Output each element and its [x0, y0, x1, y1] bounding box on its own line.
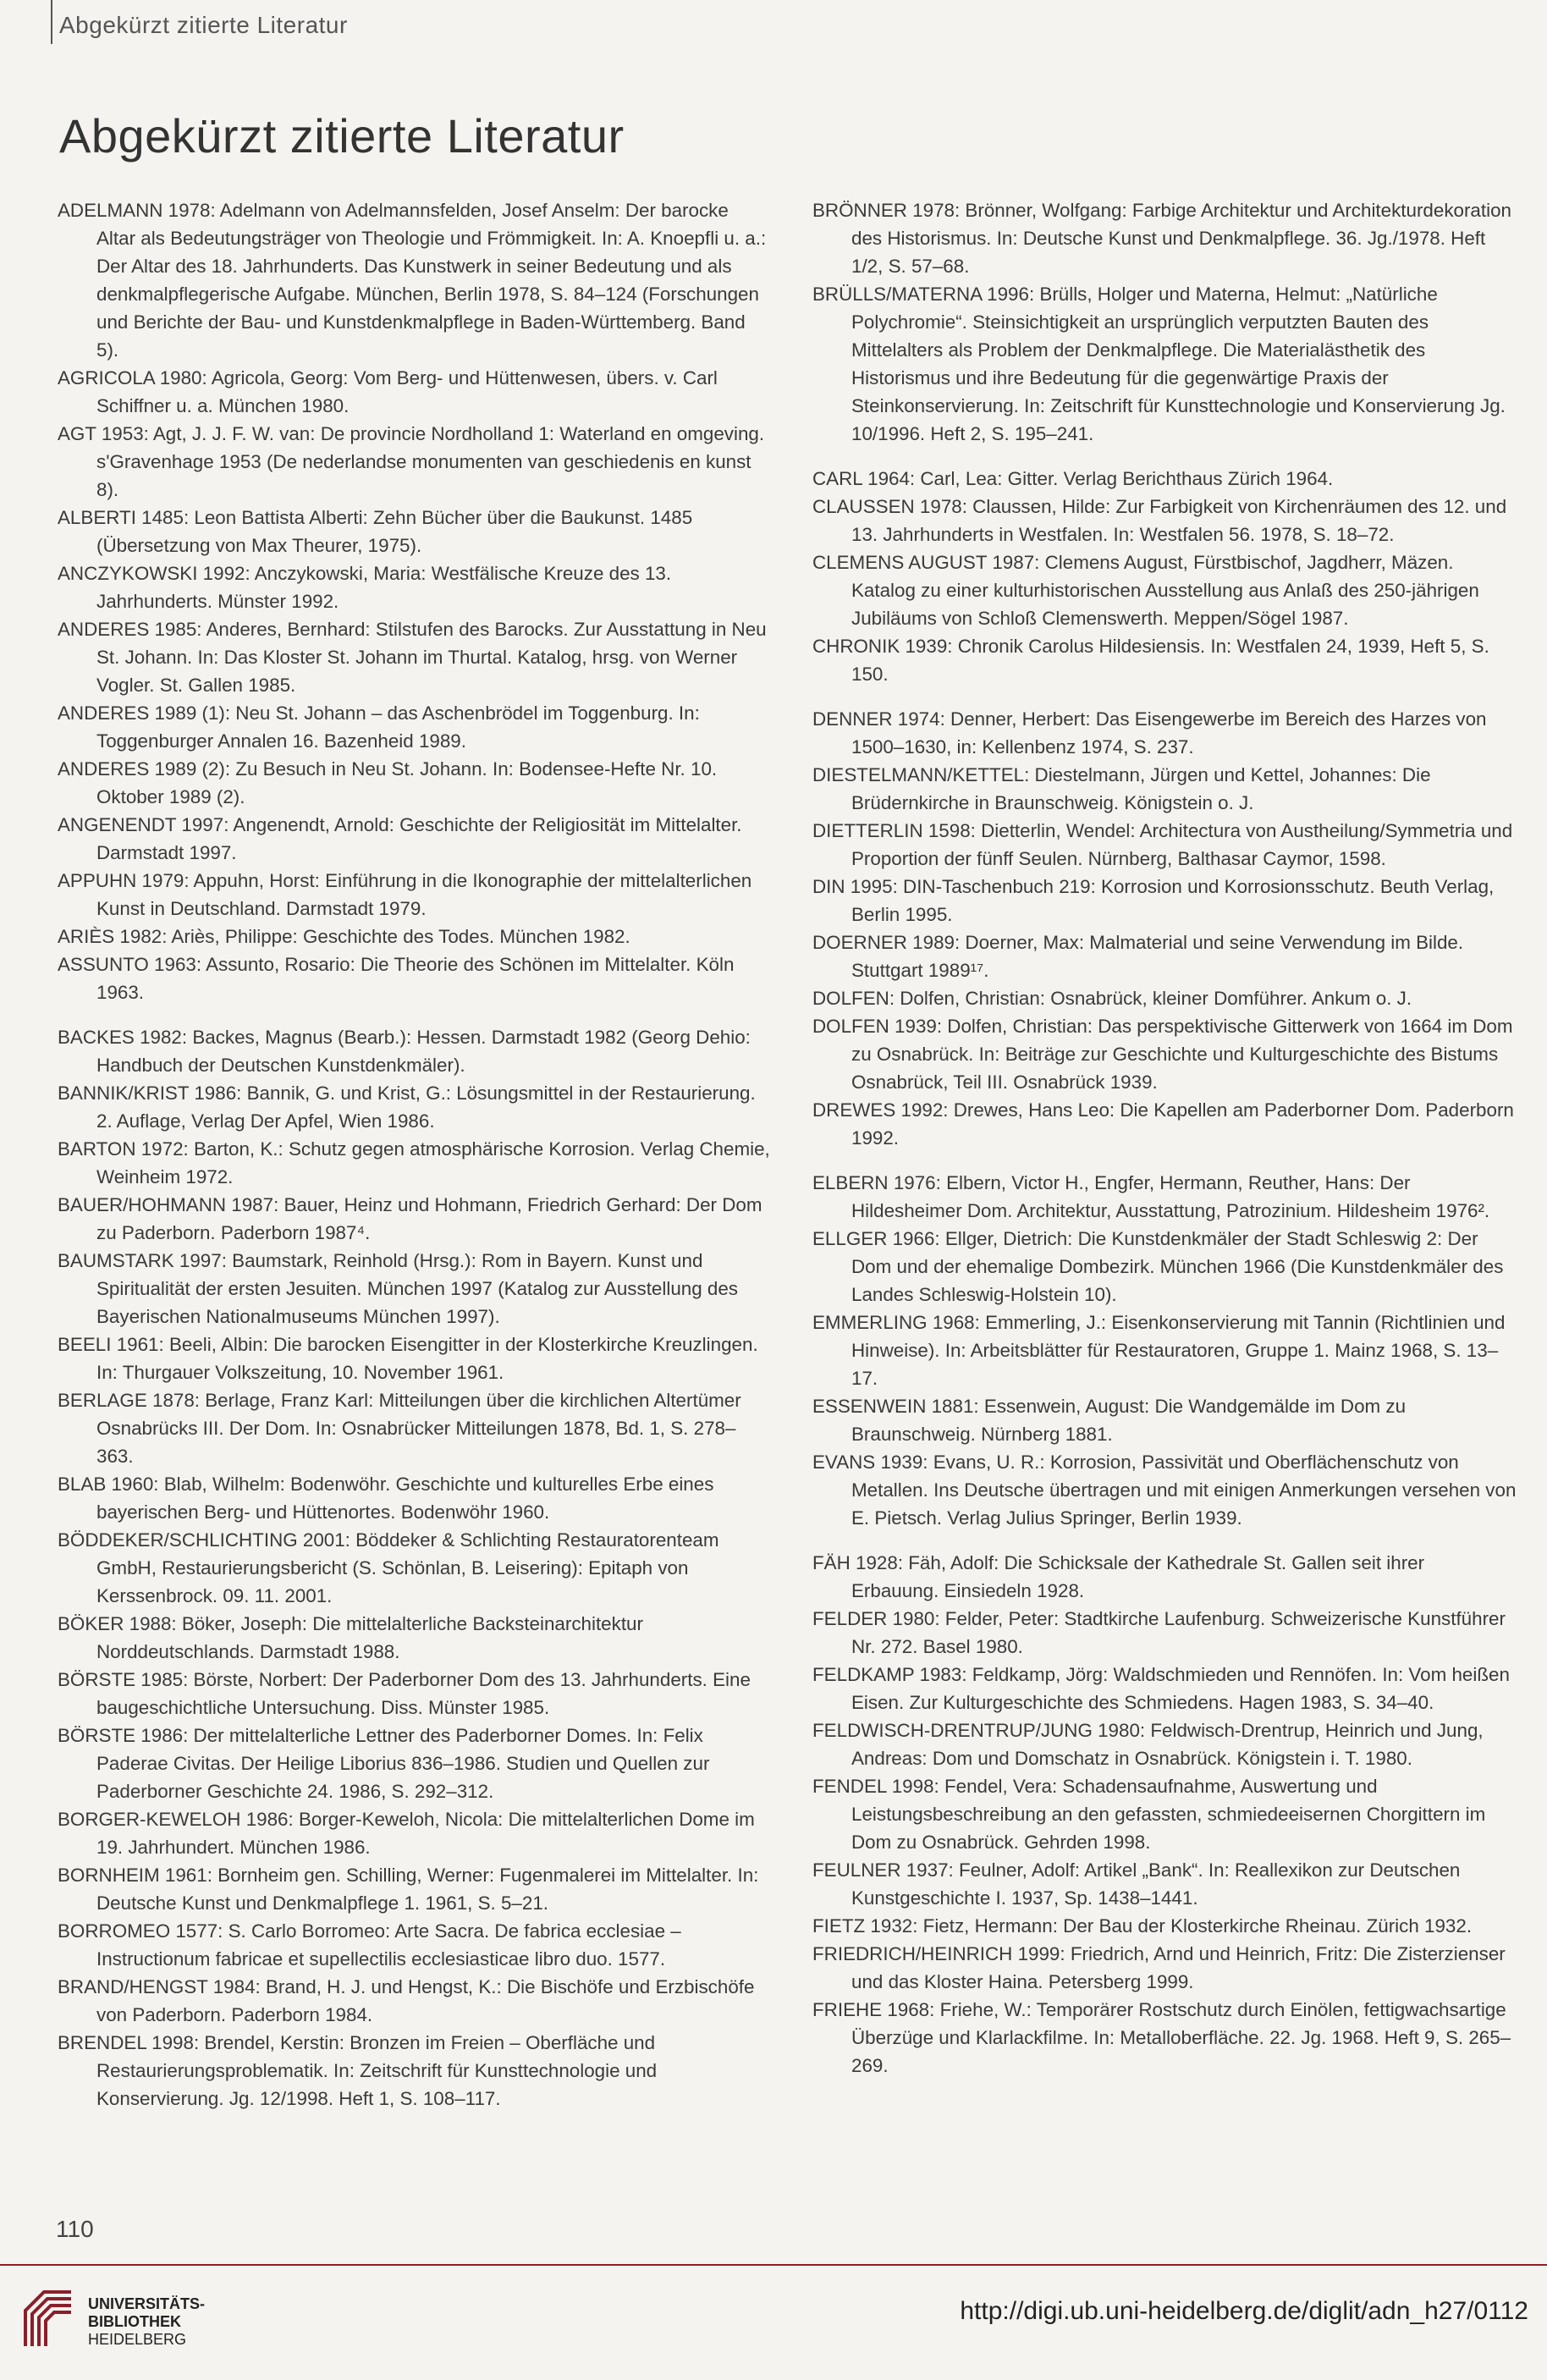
bibliography-entry: BRAND/HENGST 1984: Brand, H. J. und Hengst, K.: Die Bischöfe und Erzbischöfe von Paderborn. Paderborn 1984.: [58, 1976, 755, 2025]
bibliography-entry: ASSUNTO 1963: Assunto, Rosario: Die Theorie des Schönen im Mittelalter. Köln 1963.: [58, 954, 735, 1003]
library-name: [88, 2295, 205, 2349]
bibliography-entry: FELDER 1980: Felder, Peter: Stadtkirche Laufenburg. Schweizerische Kunstführer Nr. 272. Basel 1980.: [812, 1608, 1506, 1657]
bibliography-entry: FRIEDRICH/HEINRICH 1999: Friedrich, Arnd und Heinrich, Fritz: Die Zisterzienser und das Kloster Haina. Petersberg 1999.: [812, 1943, 1506, 1992]
bibliography-entry: BLAB 1960: Blab, Wilhelm: Bodenwöhr. Geschichte und kulturelles Erbe eines bayerischen Berg- und Hüttenortes. Bodenwöhr 1960.: [58, 1474, 714, 1523]
bibliography-entry: DIESTELMANN/KETTEL: Diestelmann, Jürgen und Kettel, Johannes: Die Brüdernkirche in Braunschweig. Königstein o. J.: [812, 764, 1431, 813]
bibliography-entry: ANDERES 1989 (1): Neu St. Johann – das Aschenbrödel im Toggenburg. In: Toggenburger Annalen 16. Bazenheid 1989.: [58, 702, 700, 752]
bibliography-entry: ESSENWEIN 1881: Essenwein, August: Die Wandgemälde im Dom zu Braunschweig. Nürnberg 1881.: [812, 1396, 1407, 1445]
bibliography-entry: BÖRSTE 1986: Der mittelalterliche Lettner des Paderborner Domes. In: Felix Paderae Civitas. Der Heilige Liborius 836–1986. Studien und Quellen zur Paderborner Geschichte 24. 1986, S. 292–312.: [58, 1725, 710, 1802]
bibliography-entry: ELLGER 1966: Ellger, Dietrich: Die Kunstdenkmäler der Stadt Schleswig 2: Der Dom und der ehemalige Dombezirk. München 1966 (Die Kunstdenkmäler des Landes Schleswig-Holstein 10).: [812, 1228, 1504, 1305]
bibliography-entry: ALBERTI 1485: Leon Battista Alberti: Zehn Bücher über die Baukunst. 1485 (Übersetzung von Max Theurer, 1975).: [58, 507, 693, 556]
bibliography-entry: DIN 1995: DIN-Taschenbuch 219: Korrosion und Korrosionsschutz. Beuth Verlag, Berlin 1995.: [812, 876, 1495, 925]
bibliography-entry: EMMERLING 1968: Emmerling, J.: Eisenkonservierung mit Tannin (Richtlinien und Hinweise). In: Arbeitsblätter für Restauratoren, Gruppe 1. Mainz 1968, S. 13–17.: [812, 1312, 1506, 1389]
bibliography-entry: CHRONIK 1939: Chronik Carolus Hildesiensis. In: Westfalen 24, 1939, Heft 5, S. 150.: [812, 636, 1489, 685]
bibliography-entry: BÖKER 1988: Böker, Joseph: Die mittelalterliche Backsteinarchitektur Norddeutschlands. Darmstadt 1988.: [58, 1613, 643, 1662]
bibliography-entry: BAUER/HOHMANN 1987: Bauer, Heinz und Hohmann, Friedrich Gerhard: Der Dom zu Paderborn. Paderborn 1987⁴.: [58, 1194, 762, 1243]
bibliography-entry: BEELI 1961: Beeli, Albin: Die barocken Eisengitter in der Klosterkirche Kreuzlingen. In: Thurgauer Volkszeitung, 10. November 1961.: [58, 1334, 758, 1383]
library-name-line3: HEIDELBERG: [88, 2331, 187, 2348]
bibliography-entry: FÄH 1928: Fäh, Adolf: Die Schicksale der Kathedrale St. Gallen seit ihrer Erbauung. Einsiedeln 1928.: [812, 1552, 1425, 1601]
bibliography-entry: BANNIK/KRIST 1986: Bannik, G. und Krist, G.: Lösungsmittel in der Restaurierung. 2. Auflage, Verlag Der Apfel, Wien 1986.: [58, 1083, 756, 1132]
bibliography-entry: BARTON 1972: Barton, K.: Schutz gegen atmosphärische Korrosion. Verlag Chemie, Weinheim 1972.: [58, 1138, 770, 1187]
running-head: Abgekürzt zitierte Literatur: [59, 12, 348, 38]
bibliography-entry: AGRICOLA 1980: Agricola, Georg: Vom Berg- und Hüttenwesen, übers. v. Carl Schiffner u. a. München 1980.: [58, 367, 718, 416]
bibliography-entry: BORROMEO 1577: S. Carlo Borromeo: Arte Sacra. De fabrica ecclesiae – Instructionum fabricae et supellectilis ecclesiasticae libro duo. 1577.: [58, 1920, 681, 1970]
bibliography-entry: DOLFEN 1939: Dolfen, Christian: Das perspektivische Gitterwerk von 1664 im Dom zu Osnabrück. In: Beiträge zur Geschichte und Kulturgeschichte des Bistums Osnabrück, Teil III. Osnabrück 1939.: [812, 1016, 1513, 1093]
bibliography-column-right: [812, 196, 1517, 2080]
bibliography-entry: ANDERES 1989 (2): Zu Besuch in Neu St. Johann. In: Bodensee-Hefte Nr. 10. Oktober 1989 (2).: [58, 758, 718, 807]
bibliography-entry: DOLFEN: Dolfen, Christian: Osnabrück, kleiner Domführer. Ankum o. J.: [812, 988, 1412, 1009]
bibliography-entry: BÖRSTE 1985: Börste, Norbert: Der Paderborner Dom des 13. Jahrhunderts. Eine baugeschichtliche Untersuchung. Diss. Münster 1985.: [58, 1669, 751, 1718]
bibliography-entry: FENDEL 1998: Fendel, Vera: Schadensaufnahme, Auswertung und Leistungsbeschreibung an den gefassten, schmiedeeisernen Chorgittern im Dom zu Osnabrück. Gehrden 1998.: [812, 1776, 1486, 1853]
library-name-line2: BIBLIOTHEK: [88, 2313, 181, 2330]
bibliography-entry: ANGENENDT 1997: Angenendt, Arnold: Geschichte der Religiosität im Mittelalter. Darmstadt 1997.: [58, 814, 742, 863]
bibliography-entry: ARIÈS 1982: Ariès, Philippe: Geschichte des Todes. München 1982.: [58, 926, 630, 947]
bibliography-entry: BRÖNNER 1978: Brönner, Wolfgang: Farbige Architektur und Architekturdekoration des Historismus. In: Deutsche Kunst und Denkmalpflege. 36. Jg./1978. Heft 1/2, S. 57–68.: [812, 200, 1511, 277]
bibliography-entry: ANDERES 1985: Anderes, Bernhard: Stilstufen des Barocks. Zur Ausstattung in Neu St. Johann. In: Das Kloster St. Johann im Thurtal. Katalog, hrsg. von Werner Vogler. St. Gallen 1985.: [58, 619, 767, 696]
bibliography-entry: BACKES 1982: Backes, Magnus (Bearb.): Hessen. Darmstadt 1982 (Georg Dehio: Handbuch der Deutschen Kunstdenkmäler).: [58, 1027, 751, 1076]
bibliography-entry: ANCZYKOWSKI 1992: Anczykowski, Maria: Westfälische Kreuze des 13. Jahrhunderts. Münster 1992.: [58, 563, 672, 612]
bibliography-entry: EVANS 1939: Evans, U. R.: Korrosion, Passivität und Oberflächenschutz von Metallen. Ins Deutsche übertragen und mit einigen Anmerkungen versehen von E. Pietsch. Verlag Julius Springer, Berlin 1939.: [812, 1452, 1517, 1529]
bibliography-entry: CARL 1964: Carl, Lea: Gitter. Verlag Berichthaus Zürich 1964.: [812, 468, 1334, 489]
bibliography-entry: FIETZ 1932: Fietz, Hermann: Der Bau der Klosterkirche Rheinau. Zürich 1932.: [812, 1915, 1473, 1937]
bibliography-entry: FELDWISCH-DRENTRUP/JUNG 1980: Feldwisch-Drentrup, Heinrich und Jung, Andreas: Dom und Domschatz in Osnabrück. Königstein i. T. 1980.: [812, 1720, 1484, 1769]
page-title: Abgekürzt zitierte Literatur: [59, 109, 625, 163]
bibliography-entry: FELDKAMP 1983: Feldkamp, Jörg: Waldschmieden und Rennöfen. In: Vom heißen Eisen. Zur Kulturgeschichte des Schmiedens. Hagen 1983, S. 34–40.: [812, 1664, 1510, 1713]
bibliography-entry: BAUMSTARK 1997: Baumstark, Reinhold (Hrsg.): Rom in Bayern. Kunst und Spiritualität der ersten Jesuiten. München 1997 (Katalog zur Ausstellung des Bayerischen Nationalmuseums München 1997).: [58, 1250, 739, 1327]
bibliography-entry: BRENDEL 1998: Brendel, Kerstin: Bronzen im Freien – Oberfläche und Restaurierungsproblematik. In: Zeitschrift für Kunsttechnologie und Konservierung. Jg. 12/1998. Heft 1, S. 108–117.: [58, 2032, 658, 2109]
bibliography-entry: FRIEHE 1968: Friehe, W.: Temporärer Rostschutz durch Einölen, fettigwachsartige Überzüge und Klarlackfilme. In: Metalloberfläche. 22. Jg. 1968. Heft 9, S. 265–269.: [812, 1999, 1511, 2076]
bibliography-entry: ELBERN 1976: Elbern, Victor H., Engfer, Hermann, Reuther, Hans: Der Hildesheimer Dom. Architektur, Ausstattung, Patrozinium. Hildesheim 1976².: [812, 1172, 1490, 1221]
bibliography-entry: BORNHEIM 1961: Bornheim gen. Schilling, Werner: Fugenmalerei im Mittelalter. In: Deutsche Kunst und Denkmalpflege 1. 1961, S. 5–21.: [58, 1865, 759, 1914]
bibliography-entry: APPUHN 1979: Appuhn, Horst: Einführung in die Ikonographie der mittelalterlichen Kunst in Deutschland. Darmstadt 1979.: [58, 870, 752, 919]
university-library-logo-icon: [19, 2285, 78, 2353]
bibliography-entry: CLAUSSEN 1978: Claussen, Hilde: Zur Farbigkeit von Kirchenräumen des 12. und 13. Jahrhunderts in Westfalen. In: Westfalen 56. 1978, S. 18–72.: [812, 496, 1507, 545]
bibliography-entry: DIETTERLIN 1598: Dietterlin, Wendel: Architectura von Austheilung/Symmetria und Proportion der fünff Seulen. Nürnberg, Balthasar Caymor, 1598.: [812, 820, 1513, 869]
footer-rule: [0, 2264, 1547, 2266]
source-url[interactable]: http://digi.ub.uni-heidelberg.de/diglit/adn_h27/0112: [960, 2297, 1528, 2325]
library-name-line1: UNIVERSITÄTS-: [88, 2295, 206, 2312]
bibliography-entry: BORGER-KEWELOH 1986: Borger-Keweloh, Nicola: Die mittelalterlichen Dome im 19. Jahrhundert. München 1986.: [58, 1809, 755, 1858]
bibliography-entry: DREWES 1992: Drewes, Hans Leo: Die Kapellen am Paderborner Dom. Paderborn 1992.: [812, 1099, 1514, 1149]
bibliography-entry: DOERNER 1989: Doerner, Max: Malmaterial und seine Verwendung im Bilde. Stuttgart 1989¹⁷.: [812, 932, 1464, 981]
running-head-rule: [51, 0, 52, 44]
bibliography-column-left: [58, 196, 770, 2113]
bibliography-entry: BRÜLLS/MATERNA 1996: Brülls, Holger und Materna, Helmut: „Natürliche Polychromie“. Steinsichtigkeit an ursprünglich verputzten Bauten des Mittelalters als Problem der Denkmalpflege. Die Materialästhetik des Historismus und ihre Bedeutung für die gegenwärtige Praxis der Steinkonservierung. In: Zeitschrift für Kunsttechnologie und Konservierung Jg. 10/1996. Heft 2, S. 195–241.: [812, 284, 1506, 444]
bibliography-entry: AGT 1953: Agt, J. J. F. W. van: De provincie Nordholland 1: Waterland en omgeving. s'Gravenhage 1953 (De nederlandse monumenten van geschiedenis en kunst 8).: [58, 423, 765, 500]
bibliography-entry: FEULNER 1937: Feulner, Adolf: Artikel „Bank“. In: Reallexikon zur Deutschen Kunstgeschichte I. 1937, Sp. 1438–1441.: [812, 1859, 1461, 1909]
bibliography-entry: BERLAGE 1878: Berlage, Franz Karl: Mitteilungen über die kirchlichen Altertümer Osnabrücks III. Der Dom. In: Osnabrücker Mitteilungen 1878, Bd. 1, S. 278–363.: [58, 1390, 741, 1467]
bibliography-entry: CLEMENS AUGUST 1987: Clemens August, Fürstbischof, Jagdherr, Mäzen. Katalog zu einer kulturhistorischen Ausstellung aus Anlaß des 250-jährigen Jubiläums von Schloß Clemenswerth. Meppen/Sögel 1987.: [812, 552, 1479, 629]
page-number: 110: [56, 2216, 94, 2242]
bibliography-entry: ADELMANN 1978: Adelmann von Adelmannsfelden, Josef Anselm: Der barocke Altar als Bedeutungsträger von Theologie und Frömmigkeit. In: A. Knoepfli u. a.: Der Altar des 18. Jahrhunderts. Das Kunstwerk in seiner Bedeutung und als denkmalpflegerische Aufgabe. München, Berlin 1978, S. 84–124 (Forschungen und Berichte der Bau- und Kunstdenkmalpflege in Baden-Württemberg. Band 5).: [58, 200, 767, 361]
bibliography-entry: DENNER 1974: Denner, Herbert: Das Eisengewerbe im Bereich des Harzes von 1500–1630, in: Kellenbenz 1974, S. 237.: [812, 708, 1487, 758]
bibliography-entry: BÖDDEKER/SCHLICHTING 2001: Böddeker & Schlichting Restauratorenteam GmbH, Restaurierungsbericht (S. Schönlan, B. Leisering): Epitaph von Kerssenbrock. 09. 11. 2001.: [58, 1529, 719, 1606]
